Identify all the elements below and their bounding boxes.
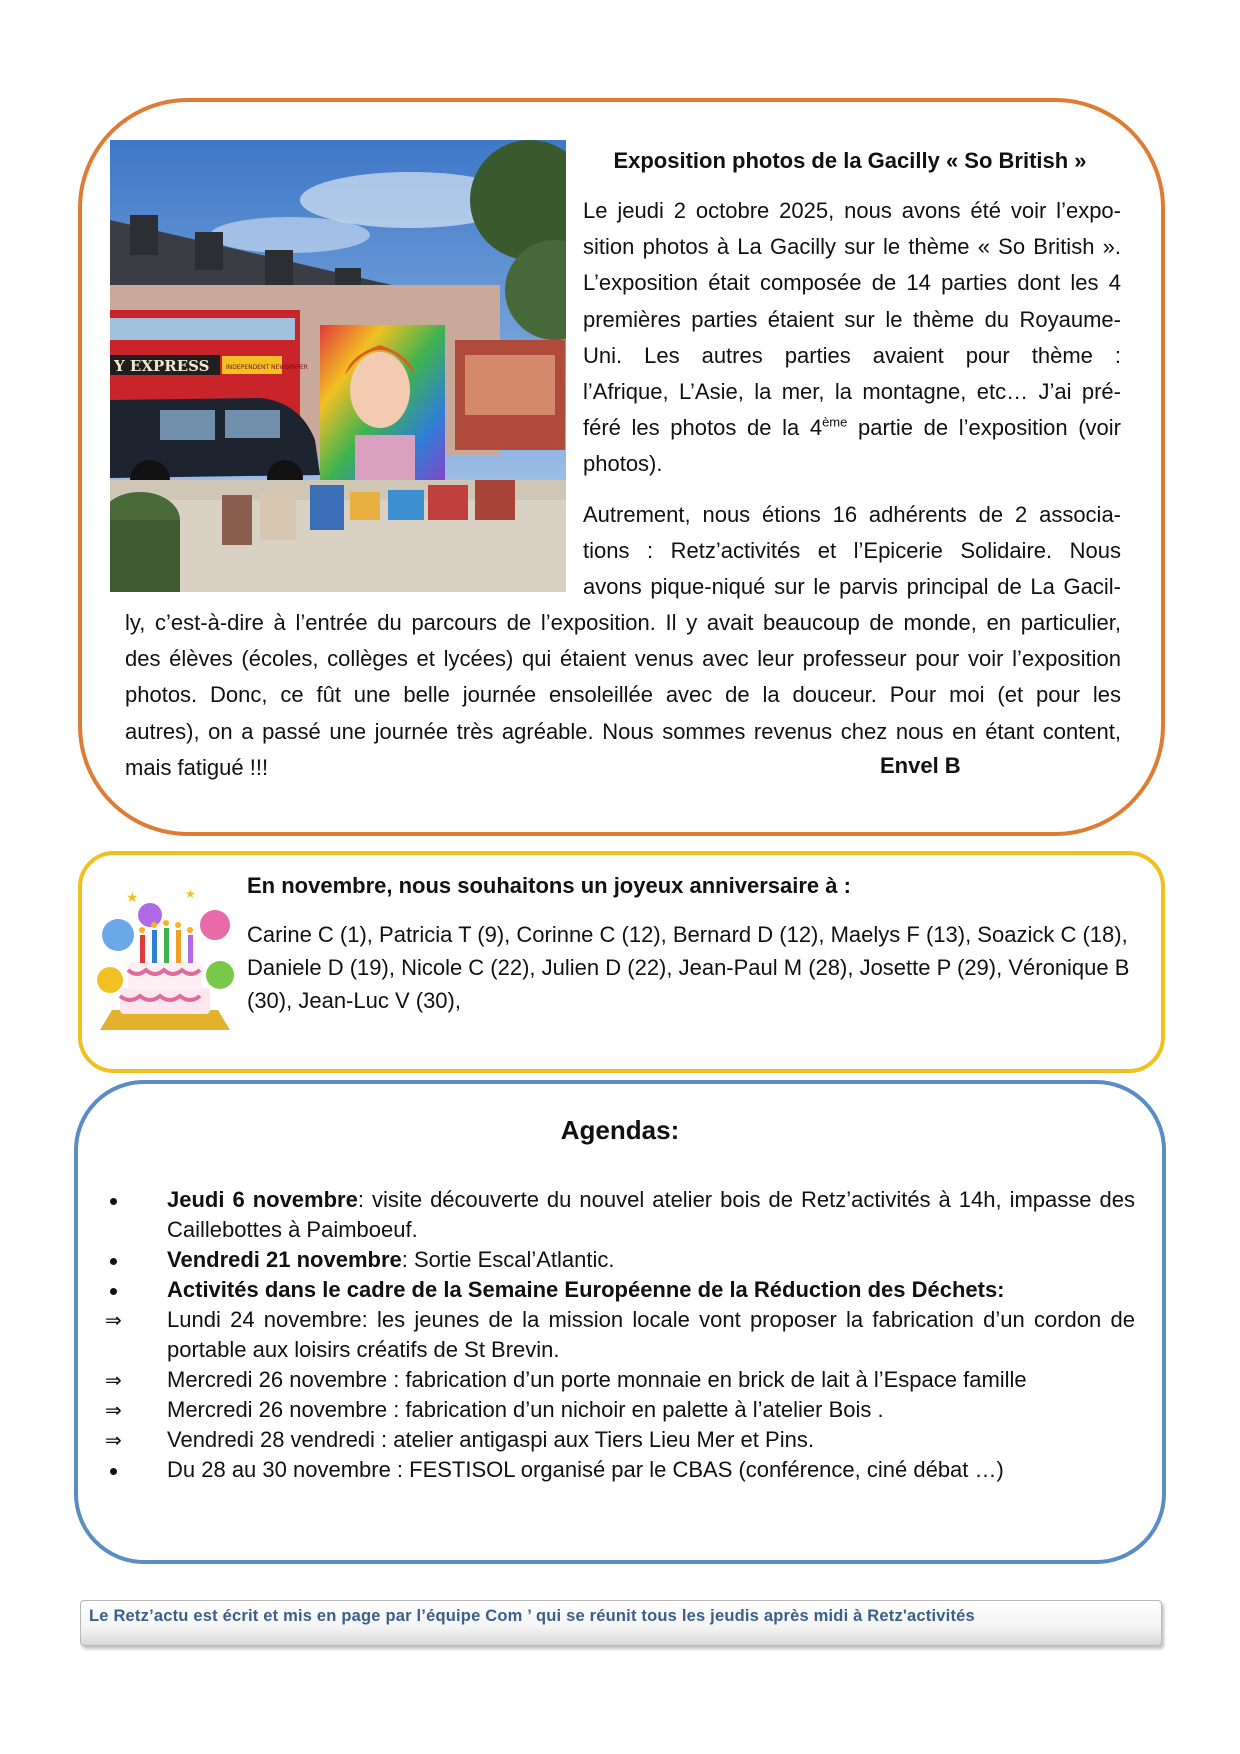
agenda-item-text: Du 28 au 30 novembre : FESTISOL organisé par le CBAS (conférence, ciné débat …) <box>167 1457 1004 1482</box>
agenda-item <box>105 1245 1135 1275</box>
superscript: ème <box>822 414 848 430</box>
agenda-item <box>105 1275 1135 1305</box>
agenda-item-text: : visite découverte du nouvel atelier bois de Retz’activités à 14h, impasse des Caillebottes à Paimboeuf. <box>167 1187 1135 1242</box>
text-line: autres), on a passé une journée très agréable. Nous sommes revenus chez nous en étant content, <box>125 718 1121 744</box>
text-line: Autrement, nous étions 16 adhérents de 2 associa- <box>583 502 1121 527</box>
agenda-item-bold: Jeudi 6 novembre <box>167 1187 358 1212</box>
text-line: avons pique-niqué sur le parvis principal de La Gacil- <box>583 574 1121 600</box>
exposition-paragraph-3 <box>125 605 1121 786</box>
arrow-icon: ⇒ <box>105 1308 122 1332</box>
agenda-item <box>105 1395 1135 1425</box>
arrow-icon: ⇒ <box>105 1368 122 1392</box>
exposition-paragraph-1 <box>583 193 1121 483</box>
text-line: photos). <box>583 451 663 477</box>
text-line: Uni. Les autres parties avaient pour thème : <box>583 342 1121 368</box>
exhibition-photo <box>110 140 566 592</box>
agenda-item-bold: Vendredi 21 novembre <box>167 1247 402 1272</box>
birthday-cake-icon <box>90 880 240 1040</box>
bus-badge: INDEPENDENT NEWSPAPER <box>226 364 308 371</box>
agenda-item-bold: Activités dans le cadre de la Semaine Européenne de la Réduction des Déchets: <box>167 1277 1005 1302</box>
agenda-item <box>105 1455 1135 1485</box>
text-line: ly, c’est-à-dire à l’entrée du parcours de l’exposition. Il y avait beaucoup de monde, en particulier, <box>125 610 1121 635</box>
text-fragment: féré les photos de la 4 <box>583 415 823 441</box>
agenda-item <box>105 1185 1135 1245</box>
agenda-item-text: Lundi 24 novembre: les jeunes de la mission locale vont proposer la fabrication d’un cordon de portable aux loisirs créatifs de St Brevin. <box>167 1307 1135 1362</box>
exposition-paragraph-2 <box>583 497 1121 606</box>
agenda-item-text: Mercredi 26 novembre : fabrication d’un porte monnaie en brick de lait à l’Espace famille <box>167 1367 1027 1392</box>
text-line: L’exposition était composée de 14 parties dont les 4 <box>583 270 1121 296</box>
birthday-title: En novembre, nous souhaitons un joyeux anniversaire à : <box>247 873 851 898</box>
text-line <box>583 410 1121 446</box>
svg-text:★: ★ <box>126 890 139 906</box>
footer-banner: Le Retz’actu est écrit et mis en page par l’équipe Com ’ qui se réunit tous les jeudis après midi à Retz'activités <box>80 1600 1162 1646</box>
arrow-icon: ⇒ <box>105 1428 122 1452</box>
exposition-title: Exposition photos de la Gacilly « So British » <box>613 148 1087 173</box>
agenda-item-text: Vendredi 28 vendredi : atelier antigaspi aux Tiers Lieu Mer et Pins. <box>167 1427 814 1452</box>
text-line: mais fatigué !!! <box>125 754 269 780</box>
bus-sign: Y EXPRESS <box>114 357 210 375</box>
birthday-names: Carine C (1), Patricia T (9), Corinne C (12), Bernard D (12), Maelys F (13), Soazick C (18), Daniele D (19), Nicole C (22), Julien D (22), Jean-Paul M (28), Josette P (29), Véronique B (30), Jean-Luc V (30), <box>247 922 1130 1013</box>
arrow-icon: ⇒ <box>105 1398 122 1422</box>
agenda-item <box>105 1305 1135 1365</box>
agenda-item-text: : Sortie Escal’Atlantic. <box>401 1247 615 1272</box>
text-line: l’Afrique, L’Asie, la mer, la montagne, etc… J’ai pré- <box>583 379 1121 405</box>
text-line: des élèves (écoles, collèges et lycées) qui étaient venus avec leur professeur pour voir l’exposition <box>125 646 1121 672</box>
agenda-list <box>105 1185 1135 1485</box>
agenda-item <box>105 1425 1135 1455</box>
agenda-title: Agendas: <box>560 1115 680 1145</box>
text-line: premières parties étaient sur le thème du Royaume- <box>583 306 1121 332</box>
text-line: tions : Retz’activités et l’Epicerie Solidaire. Nous <box>583 538 1121 564</box>
text-line: Le jeudi 2 octobre 2025, nous avons été voir l’expo- <box>583 198 1121 223</box>
article-author: Envel B <box>880 753 961 778</box>
agenda-item-text: Mercredi 26 novembre : fabrication d’un nichoir en palette à l’atelier Bois . <box>167 1397 884 1422</box>
svg-text:★: ★ <box>185 887 196 901</box>
text-line: photos. Donc, ce fût une belle journée ensoleillée avec de la douceur. Pour moi (et pour les <box>125 682 1121 708</box>
agenda-item <box>105 1365 1135 1395</box>
text-fragment: partie de l’exposition (voir <box>847 415 1121 441</box>
text-line: sition photos à La Gacilly sur le thème « So British ». <box>583 234 1121 260</box>
